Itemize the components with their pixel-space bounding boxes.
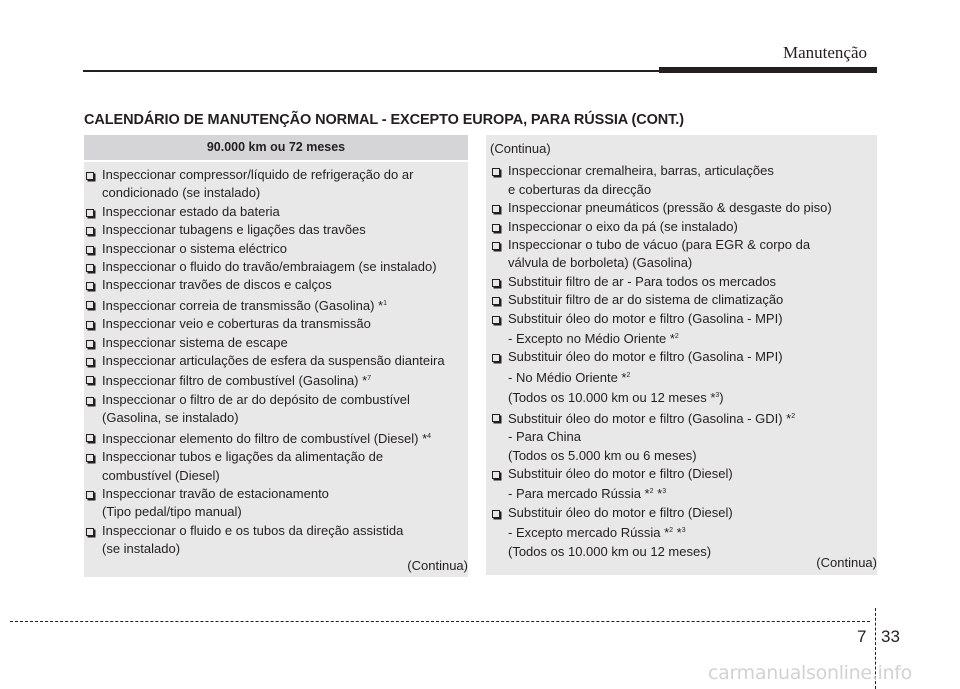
checklist-item [84,166,468,203]
checklist-item-text: Substituir óleo do motor e filtro (Diesel) [508,504,733,520]
checklist-item [84,258,468,276]
checkbox-icon [86,172,94,180]
checklist-item-text: Inspeccionar filtro de combustível (Gasolina) *$^7$ [102,373,372,389]
checkbox-icon [86,321,94,329]
checklist-item-text: - Para China [508,429,581,445]
checklist-item-text: Inspeccionar o sistema eléctrico [102,240,287,256]
checklist-item-text: Inspeccionar o eixo da pá (se instalado) [508,218,738,234]
checklist-item-text: Inspeccionar cremalheira, barras, articulações [508,163,774,179]
checkbox-icon [86,282,94,290]
checklist-item-text: Inspeccionar articulações de esfera da suspensão dianteira [102,353,445,369]
checklist-item-text: Inspeccionar o fluido do travão/embraiagem (se instalado) [102,259,437,275]
checkbox-icon [86,376,94,384]
maintenance-panel-90000 [84,135,468,577]
checklist-item-text: (Gasolina, se instalado) [102,410,239,426]
checklist-item-text: e coberturas da direcção [508,181,652,197]
header-rule-accent [659,67,877,73]
checklist-item [84,391,468,428]
checklist-item-text: (se instalado) [102,541,181,557]
checklist-item [486,348,877,407]
checklist-item [84,522,468,559]
checklist-item-text: Inspeccionar correia de transmissão (Gasolina) *$^1$ [102,297,387,313]
checklist-item-text: Inspeccionar veio e coberturas da transmissão [102,316,371,332]
section-title: CALENDÁRIO DE MANUTENÇÃO NORMAL - EXCEPTO EUROPA, PARA RÚSSIA (CONT.) [84,112,684,128]
checkbox-icon [492,242,500,250]
checklist-item [486,218,877,236]
checkbox-icon [492,316,500,324]
checklist-item-text: (Todos os 10.000 km ou 12 meses) [508,543,712,559]
checklist-item [84,448,468,485]
checklist-item [84,295,468,315]
interval-heading: 90.000 km ou 72 meses [84,135,468,162]
checkbox-icon [86,301,94,309]
checklist-item [486,162,877,199]
header-rule [83,70,659,72]
checklist-item-text: (Todos os 5.000 km ou 6 meses) [508,447,697,463]
checkbox-icon [86,434,94,442]
checkbox-icon [86,246,94,254]
running-header-title: Manutenção [783,43,868,62]
checklist-right [486,162,877,561]
checklist-item [84,334,468,352]
checklist-item-text: Inspeccionar pneumáticos (pressão & desgaste do piso) [508,200,832,216]
watermark-text: carmanualsonline.info [708,662,912,684]
checklist-item-text: - Para mercado Rússia *$^2$ *$^3$ [508,486,667,502]
checkbox-icon [86,209,94,217]
checklist-item [84,240,468,258]
checkbox-icon [492,354,500,362]
checkbox-icon [86,358,94,366]
checkbox-icon [492,279,500,287]
checklist-item [84,203,468,221]
checklist-item-text: válvula de borboleta) (Gasolina) [508,255,693,271]
checklist-item [486,504,877,561]
continued-from-label: (Continua) [490,141,551,156]
checklist-item-text: Substituir filtro de ar - Para todos os mercados [508,273,777,289]
checklist-item-text: Inspeccionar o filtro de ar do depósito de combustível [102,391,410,407]
checklist-item-text: Inspeccionar estado da bateria [102,203,280,219]
checklist-item-text: Inspeccionar travões de discos e calços [102,277,332,293]
checkbox-icon [86,227,94,235]
checklist-item-text: Inspeccionar tubagens e ligações das travões [102,222,366,238]
continued-label: (Continua) [816,555,877,570]
checkbox-icon [492,224,500,232]
checkbox-icon [86,528,94,536]
checkbox-icon [492,205,500,213]
checklist-item-text: (Tipo pedal/tipo manual) [102,504,242,520]
checklist-item-text: Inspeccionar elemento do filtro de combustível (Diesel) *$^4$ [102,430,432,446]
checklist-item-text: Substituir filtro de ar do sistema de climatização [508,292,784,308]
checklist-item-text: (Todos os 10.000 km ou 12 meses *$^3$) [508,390,724,406]
checkbox-icon [86,454,94,462]
footer-rule [10,621,870,622]
checklist-item-text: Inspeccionar sistema de escape [102,334,288,350]
checklist-item [84,428,468,448]
chapter-number: 7 [857,627,867,646]
checklist-item [84,370,468,390]
checklist-item-text: Inspeccionar travão de estacionamento [102,485,329,501]
maintenance-panel-continued [486,135,877,575]
checklist-item-text: - No Médio Oriente *$^2$ [508,369,631,385]
checklist-item [84,221,468,239]
checklist-item-text: - Excepto mercado Rússia *$^2$ *$^3$ [508,525,686,541]
page-number: 33 [881,627,900,646]
checkbox-icon [492,471,500,479]
checkbox-icon [492,168,500,176]
checklist-item [486,199,877,217]
checklist-item-text: Substituir óleo do motor e filtro (Gasolina - MPI) [508,349,783,365]
checkbox-icon [492,510,500,518]
checklist-item-text: combustível (Diesel) [102,467,220,483]
checklist-item-text: Substituir óleo do motor e filtro (Gasolina - GDI) *$^2$ [508,410,796,426]
checklist-item [84,315,468,333]
checklist-item-text: Substituir óleo do motor e filtro (Diesel) [508,465,733,481]
checklist-item-text: Inspeccionar compressor/líquido de refrigeração do ar [102,167,414,182]
checklist-item [486,291,877,309]
checklist-item-text: Inspeccionar o fluido e os tubos da direção assistida [102,522,404,538]
checklist-item [84,352,468,370]
checklist-item-text: - Excepto no Médio Oriente *$^2$ [508,331,679,347]
checklist-item-text: condicionado (se instalado) [102,185,261,201]
checkbox-icon [492,414,500,422]
checkbox-icon [86,397,94,405]
checkbox-icon [86,340,94,348]
checklist-item-text: Inspeccionar o tubo de vácuo (para EGR & corpo da [508,237,811,253]
checklist-item [84,485,468,522]
checklist-item [486,310,877,349]
checklist-left [84,162,468,559]
continued-label: (Continua) [407,558,468,573]
checklist-item-text: Substituir óleo do motor e filtro (Gasolina - MPI) [508,310,783,326]
checklist-item [486,236,877,273]
checklist-item-text: Inspeccionar tubos e ligações da alimentação de [102,449,384,465]
checkbox-icon [86,491,94,499]
checklist-item [486,408,877,465]
checkbox-icon [86,264,94,272]
checkbox-icon [492,297,500,305]
checklist-item [486,465,877,504]
checklist-item [84,276,468,294]
checklist-item [486,273,877,291]
